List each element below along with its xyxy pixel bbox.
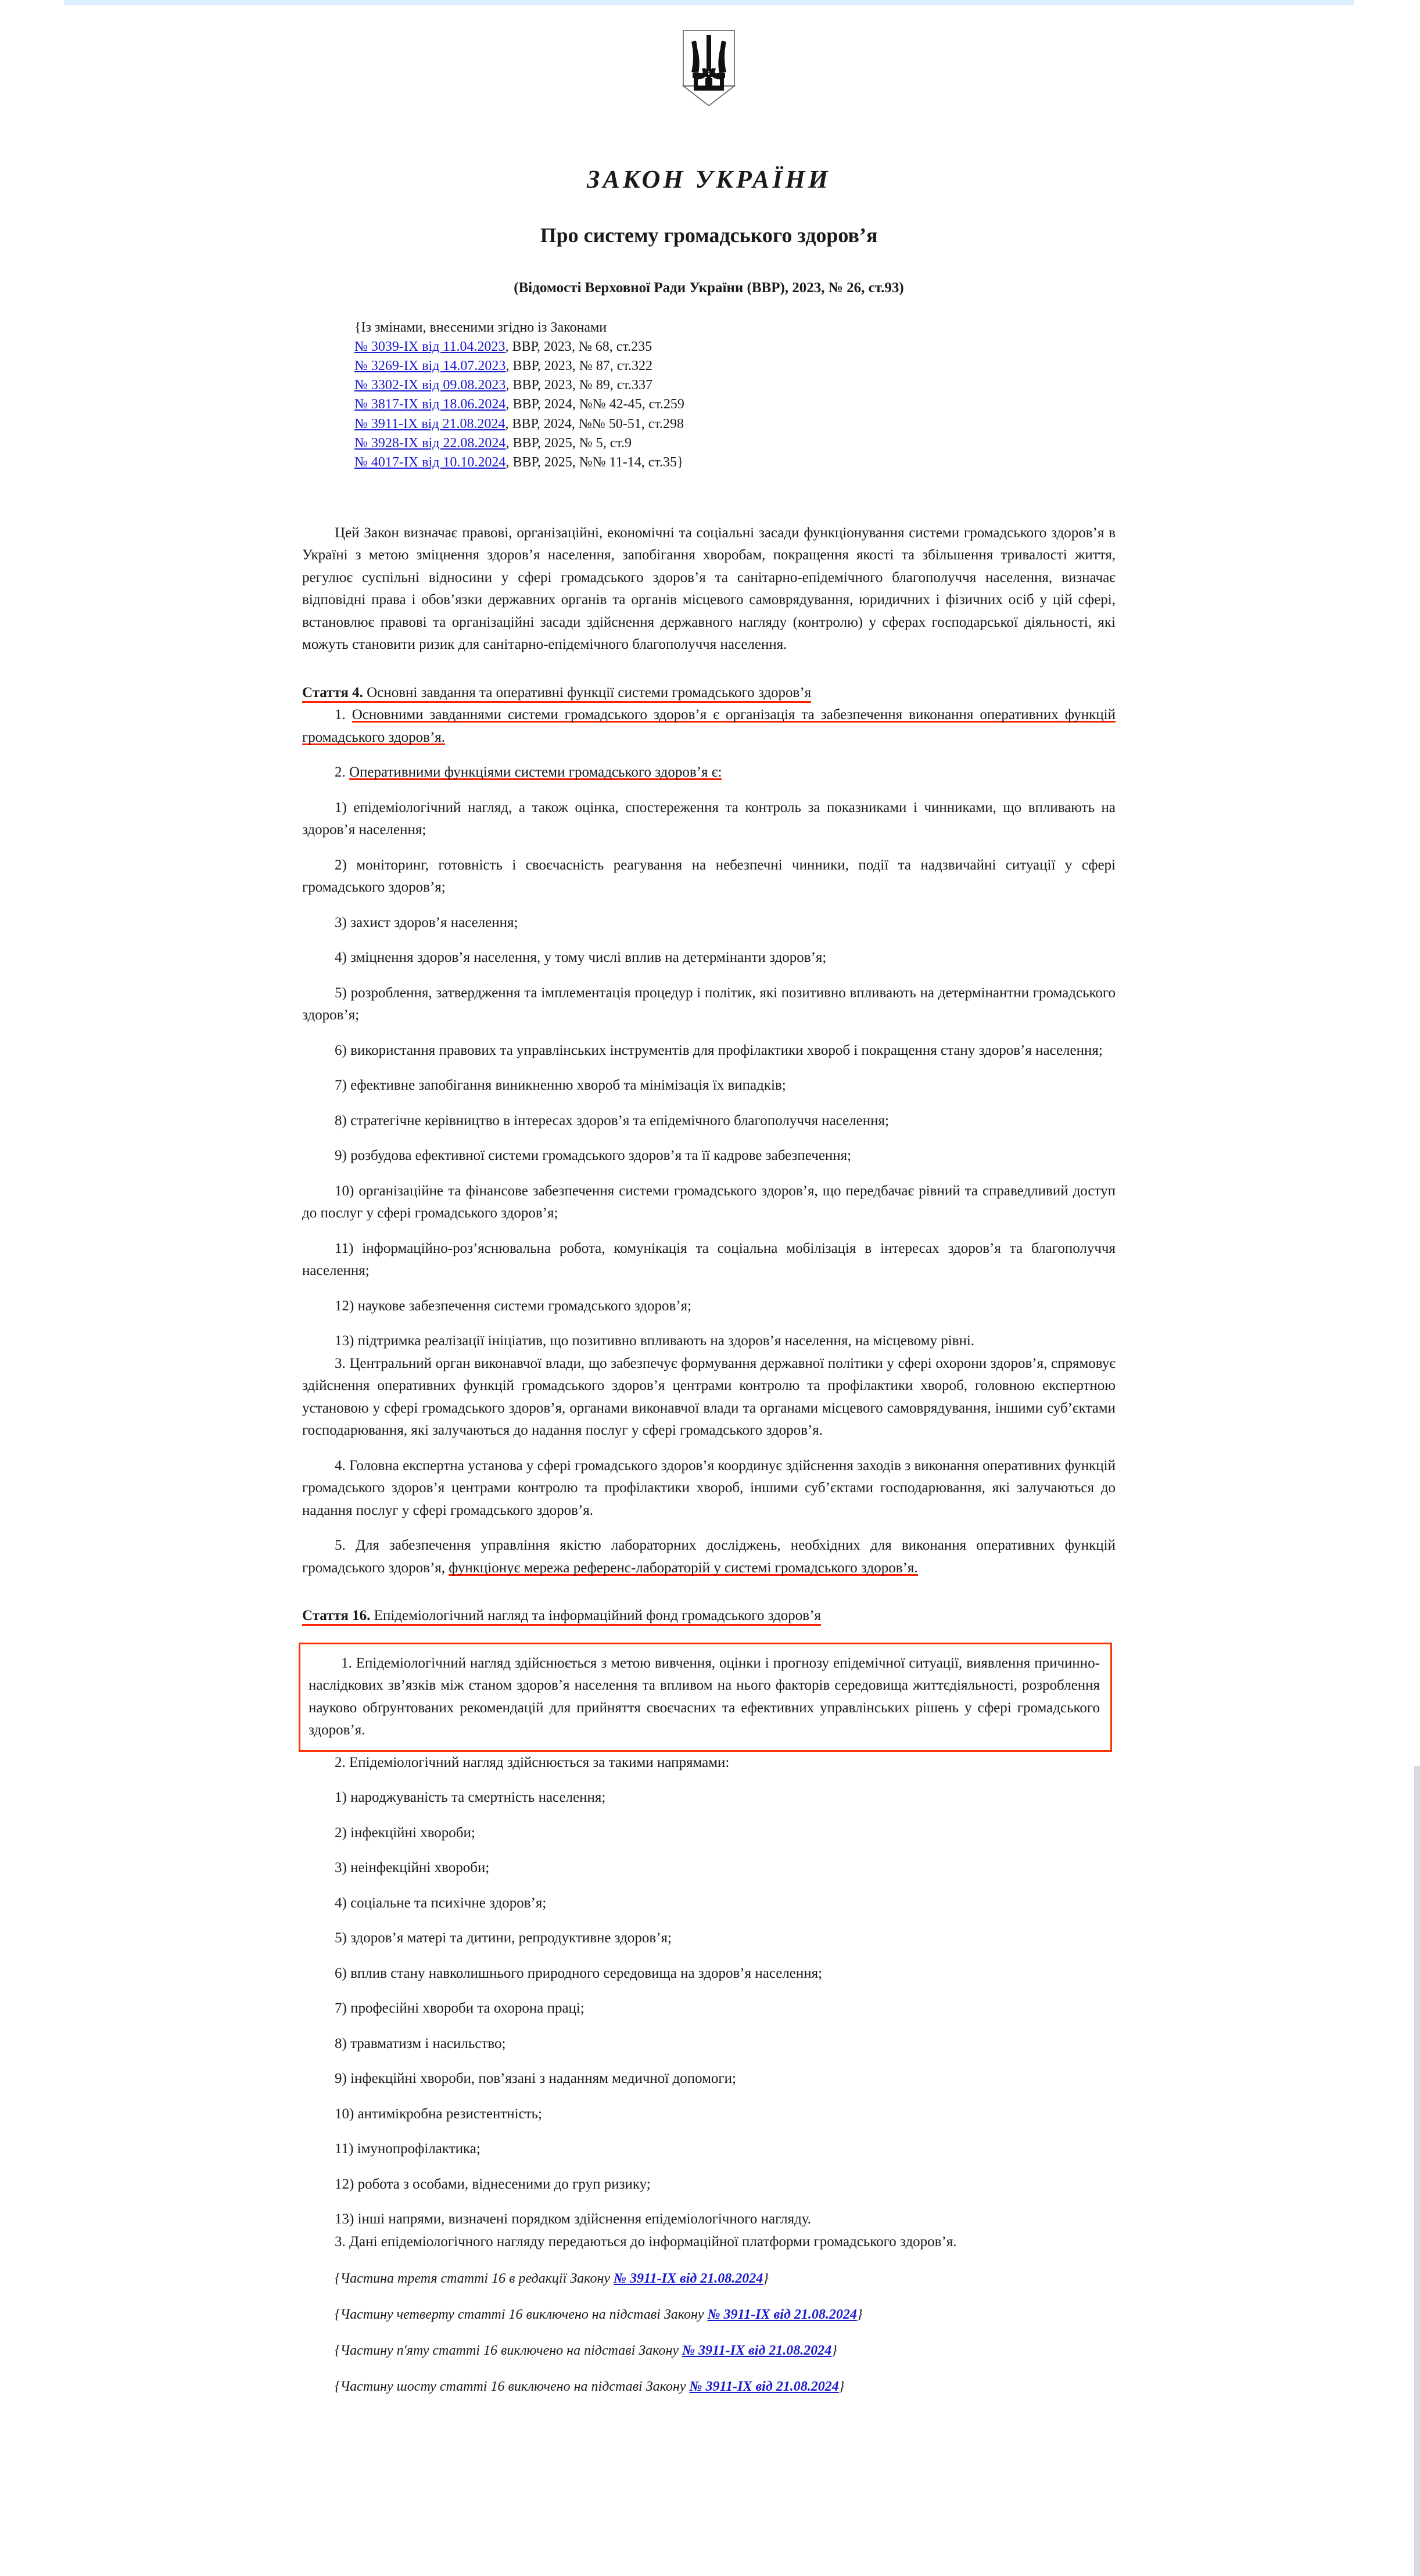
list-item: 2) моніторинг, готовність і своєчасність реагування на небезпечні чинники, події та надзвичайні ситуації у сфері громадського здоров’я; (302, 857, 1116, 896)
amendment-row (354, 395, 1116, 414)
amendment-row (354, 434, 1116, 453)
article-16-heading (302, 1605, 1116, 1627)
clause-number: 2. (335, 764, 346, 781)
list-item: 6) вплив стану навколишнього природного середовища на здоров’я населення; (335, 1965, 823, 1981)
document-source-reference: (Відомості Верховної Ради України (ВВР), 2023, № 26, ст.93) (514, 280, 904, 296)
coat-of-arms-container (302, 0, 1116, 109)
footnote-suffix: } (763, 2271, 769, 2287)
amendments-heading: {Із змінами, внесеними згідно із Законами (354, 320, 607, 335)
article-4-clause-2 (302, 761, 1116, 784)
amendment-law-link[interactable]: № 3269-IX від 14.07.2023 (354, 358, 506, 374)
footnote-line (302, 2304, 1116, 2325)
preamble-paragraph: Цей Закон визначає правові, організаційні, економічні та соціальні засади функціонування системи громадського здоров’я в Україні з метою зміцнення здоров’я населення, запобігання хворобам, покращення якості та збільшення тривалості життя, регулює суспільні відносини у сфері громадського здоров’я та санітарно-епідемічного благополуччя населення, визначає відповідні права і обов’язки державних органів та органів місцевого самоврядування, юридичних і фізичних осіб у цій сфері, встановлює правові та організаційні засади здійснення державного нагляду (контролю) у сферах господарської діяльності, які можуть становити ризик для санітарно-епідемічного благополуччя населення. (302, 524, 1116, 653)
article-4-number: Стаття 4. (302, 684, 363, 700)
document-title: ЗАКОН УКРАЇНИ (587, 165, 831, 193)
article-16-clause-3: 3. Дані епідеміологічного нагляду передаються до інформаційної платформи громадського здоров’я. (335, 2233, 957, 2250)
footnote-law-link[interactable]: № 3911-IX від 21.08.2024 (682, 2343, 832, 2359)
amendment-law-link[interactable]: № 3911-IX від 21.08.2024 (354, 416, 505, 432)
footnote-prefix: {Частину п'яту статті 16 виключено на підставі Закону (335, 2343, 682, 2359)
list-item: 9) розбудова ефективної системи громадського здоров’я та її кадрове забезпечення; (335, 1148, 852, 1164)
amendment-reference: , ВВР, 2025, № 5, ст.9 (505, 435, 632, 451)
article-4-clause-4: 4. Головна експертна установа у сфері громадського здоров’я координує здійснення заходів з виконання оперативних функцій громадського здоров’я центрами контролю та профілактики хвороб, іншими суб’єктами господарювання, які залучаються до надання послуг у сфері громадського здоров’я. (302, 1457, 1116, 1518)
list-item: 6) використання правових та управлінських інструментів для профілактики хвороб і покращення стану здоров’я населення; (335, 1042, 1103, 1058)
article-16-clause-2: 2. Епідеміологічний нагляд здійснюється за такими напрямами: (335, 1754, 730, 1770)
list-item: 13) інші напрями, визначені порядком здійснення епідеміологічного нагляду. (335, 2211, 812, 2227)
list-item: 12) наукове забезпечення системи громадського здоров’я; (335, 1298, 692, 1314)
clause-5-plain-text: 5. Для забезпечення управління якістю лабораторних досліджень, необхідних для виконання оперативних функцій громадського здоров’я, (302, 1537, 1116, 1576)
article-4-clause-5 (302, 1535, 1116, 1579)
article-4-clause-3: 3. Центральний орган виконавчої влади, що забезпечує формування державної політики у сфері охорони здоров’я, спрямовує здійснення оперативних функцій громадського здоров’я центрами контролю та профілактики хвороб, головною експертною установою у сфері громадського здоров’я, органами виконавчої влади та органами місцевого самоврядування, іншими суб’єктами господарювання, які залучаються до надання послуг у сфері громадського здоров’я. (302, 1355, 1116, 1439)
list-item: 13) підтримка реалізації ініціатив, що позитивно впливають на здоров’я населення, на місцевому рівні. (335, 1333, 975, 1349)
footnote-line (302, 2268, 1116, 2289)
footnote-law-link[interactable]: № 3911-IX від 21.08.2024 (707, 2307, 857, 2323)
clause-number: 1. (335, 707, 346, 723)
clause-2-highlighted-text: Оперативними функціями системи громадського здоров’я є: (349, 764, 722, 781)
footnote-suffix: } (838, 2379, 845, 2395)
list-item: 8) травматизм і насильство; (335, 2035, 506, 2052)
highlighted-clause-box (299, 1643, 1112, 1752)
article-4-title: Основні завдання та оперативні функції системи громадського здоров’я (367, 684, 812, 700)
clause-5-highlighted-text: функціонує мережа референс-лабораторій у системі громадського здоров’я. (449, 1560, 918, 1576)
footnote-law-link[interactable]: № 3911-IX від 21.08.2024 (614, 2271, 763, 2287)
amendments-block (302, 318, 1116, 472)
clause-1-highlighted-text: Основними завданнями системи громадського здоров’я є організація та забезпечення виконання оперативних функцій громадського здоров’я. (302, 707, 1116, 745)
list-item: 4) зміцнення здоров’я населення, у тому числі вплив на детермінанти здоров’я; (335, 950, 827, 966)
amendment-law-link[interactable]: № 4017-IX від 10.10.2024 (354, 454, 506, 470)
article-4-clause-1 (302, 704, 1116, 749)
footnote-prefix: {Частина третя статті 16 в редакції Закону (335, 2271, 614, 2287)
article-4-heading (302, 682, 1116, 705)
amendment-reference: , ВВР, 2023, № 68, ст.235 (505, 339, 652, 355)
list-item: 1) епідеміологічний нагляд, а також оцінка, спостереження та контроль за показниками і чинниками, що впливають на здоров’я населення; (302, 799, 1116, 838)
footnote-prefix: {Частину шосту статті 16 виключено на підставі Закону (335, 2379, 690, 2395)
amendment-row (354, 376, 1116, 395)
amendment-reference: , ВВР, 2025, №№ 11-14, ст.35} (505, 454, 684, 470)
amendment-law-link[interactable]: № 3817-IX від 18.06.2024 (354, 397, 506, 412)
amendment-reference: , ВВР, 2024, №№ 50-51, ст.298 (505, 416, 684, 432)
amendment-law-link[interactable]: № 3302-IX від 09.08.2023 (354, 378, 506, 393)
list-item: 4) соціальне та психічне здоров’я; (335, 1895, 547, 1911)
article-16-number: Стаття 16. (302, 1608, 371, 1624)
list-item: 8) стратегічне керівництво в інтересах здоров’я та епідемічного благополуччя населення; (335, 1112, 889, 1129)
list-item: 7) професійні хвороби та охорона праці; (335, 2000, 585, 2017)
footnote-law-link[interactable]: № 3911-IX від 21.08.2024 (689, 2379, 839, 2395)
list-item: 5) розроблення, затвердження та імплементація процедур і політик, які позитивно впливають на детермінантни громадського здоров’я; (302, 985, 1116, 1023)
list-item: 3) захист здоров’я населення; (335, 914, 518, 930)
amendment-row (354, 453, 1116, 472)
list-item: 10) організаційне та фінансове забезпечення системи громадського здоров’я, що передбачає рівний та справедливий доступ до послуг у сфері громадського здоров’я; (302, 1183, 1116, 1221)
list-item: 2) інфекційні хвороби; (335, 1824, 475, 1841)
footnote-line (302, 2376, 1116, 2397)
footnote-suffix: } (831, 2343, 837, 2359)
article-16-title: Епідеміологічний нагляд та інформаційний фонд громадського здоров’я (374, 1608, 821, 1624)
footnote-prefix: {Частину четверту статті 16 виключено на підставі Закону (335, 2307, 708, 2323)
footnote-line (302, 2340, 1116, 2361)
document-subtitle: Про систему громадського здоров’я (540, 224, 878, 247)
amendment-reference: , ВВР, 2023, № 89, ст.337 (505, 378, 653, 393)
ukrainian-trident-coat-of-arms-icon (680, 30, 738, 106)
amendment-row (354, 415, 1116, 434)
list-item: 3) неінфекційні хвороби; (335, 1860, 490, 1876)
list-item: 5) здоров’я матері та дитини, репродуктивне здоров’я; (335, 1930, 672, 1946)
amendment-reference: , ВВР, 2023, № 87, ст.322 (505, 358, 653, 374)
list-item: 10) антимікробна резистентність; (335, 2106, 542, 2122)
amendment-reference: , ВВР, 2024, №№ 42-45, ст.259 (505, 397, 684, 412)
list-item: 9) інфекційні хвороби, пов’язані з наданням медичної допомоги; (335, 2071, 737, 2087)
footnote-suffix: } (856, 2307, 863, 2323)
amendment-row (354, 357, 1116, 376)
list-item: 11) інформаційно-роз’яснювальна робота, комунікація та соціальна мобілізація в інтересах здоров’я та благополуччя населення; (302, 1240, 1116, 1279)
list-item: 7) ефективне запобігання виникненню хвороб та мінімізація їх випадків; (335, 1077, 786, 1094)
list-item: 11) імунопрофілактика; (335, 2141, 480, 2157)
amendment-law-link[interactable]: № 3039-IX від 11.04.2023 (354, 339, 505, 355)
article-16-clause-1: 1. Епідеміологічний нагляд здійснюється з метою вивчення, оцінки і прогнозу епідемічної ситуації, виявлення причинно-наслідкових зв’язків між станом здоров’я населення та впливом на нього факторів середовища життєдіяльності, розроблення науково обґрунтованих рекомендацій для прийняття своєчасних та ефективних управлінських рішень у сфері громадського здоров’я. (309, 1655, 1100, 1738)
amendment-row (354, 337, 1116, 357)
amendment-law-link[interactable]: № 3928-IX від 22.08.2024 (354, 435, 506, 451)
list-item: 12) робота з особами, віднесеними до груп ризику; (335, 2176, 651, 2192)
list-item: 1) народжуваність та смертність населення; (335, 1790, 606, 1806)
